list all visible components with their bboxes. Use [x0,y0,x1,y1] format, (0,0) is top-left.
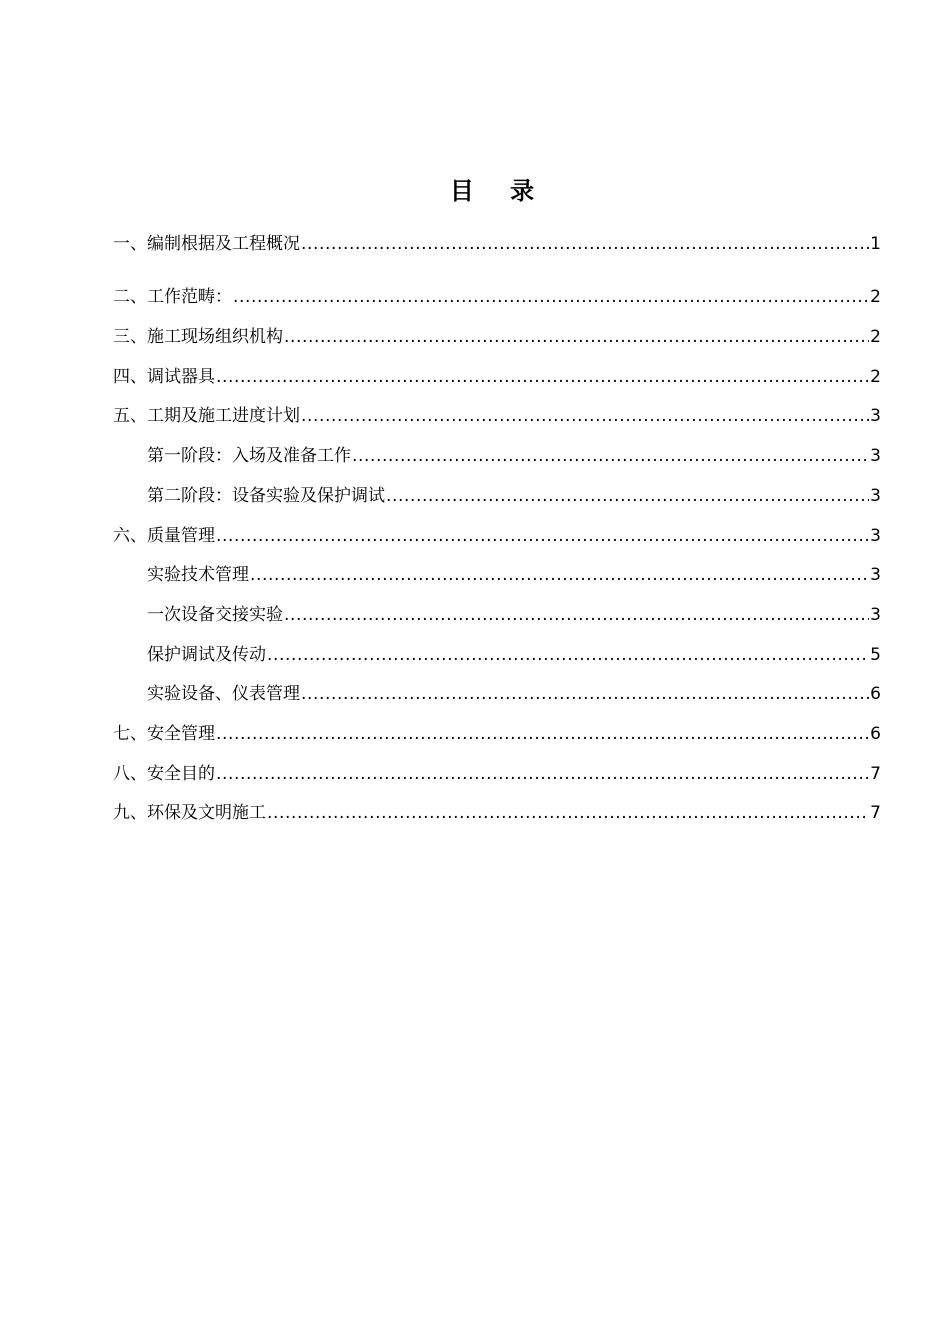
toc-entry-page: 6 [870,724,881,744]
toc-entry-page: 3 [870,565,881,585]
toc-entry-page: 2 [870,287,881,307]
toc-entry[interactable] [147,602,881,628]
toc-entry-label: 第二阶段：设备实验及保护调试 [147,486,385,506]
toc-entry-label: 八、安全目的 [113,764,215,784]
toc-leader-dots [216,523,869,549]
toc-entry-page: 1 [870,234,881,254]
toc-entry-label: 七、安全管理 [113,724,215,744]
toc-entry-page: 2 [870,367,881,387]
toc-leader-dots [250,562,869,588]
toc-entry-label: 保护调试及传动 [147,645,266,665]
toc-leader-dots [352,443,869,469]
toc-entry[interactable] [113,800,881,826]
toc-entry[interactable] [113,761,881,787]
toc-entry-page: 2 [870,327,881,347]
toc-leader-dots [301,681,869,707]
toc-leader-dots [301,231,869,257]
toc-entry-label: 六、质量管理 [113,526,215,546]
toc-entry-page: 3 [870,526,881,546]
toc-entry-label: 实验技术管理 [147,565,249,585]
toc-entry-page: 6 [870,684,881,704]
toc-leader-dots [233,284,869,310]
toc-entry[interactable] [147,443,881,469]
toc-entry-label: 三、施工现场组织机构 [113,327,283,347]
toc-leader-dots [216,721,869,747]
toc-entry-label: 五、工期及施工进度计划 [113,406,300,426]
toc-entry-label: 四、调试器具 [113,367,215,387]
toc-leader-dots [216,761,869,787]
toc-entry-page: 5 [870,645,881,665]
toc-entry[interactable] [113,403,881,429]
toc-entry-label: 一次设备交接实验 [147,605,283,625]
toc-leader-dots [284,602,869,628]
toc-entry[interactable] [147,681,881,707]
toc-entry-label: 实验设备、仪表管理 [147,684,300,704]
toc-entry-page: 3 [870,446,881,466]
toc-leader-dots [267,642,869,668]
toc-entry-page: 7 [870,764,881,784]
page-title: 目 录 [449,177,549,205]
toc-entry[interactable] [113,284,881,310]
toc-entry[interactable] [147,642,881,668]
toc-entry[interactable] [113,721,881,747]
toc-leader-dots [267,800,869,826]
toc-entry-label: 一、编制根据及工程概况 [113,234,300,254]
toc-leader-dots [284,324,869,350]
toc-entry-label: 二、工作范畴： [113,287,232,307]
toc-entry[interactable] [147,562,881,588]
toc-leader-dots [386,483,869,509]
toc-entry-page: 7 [870,803,881,823]
toc-leader-dots [301,403,869,429]
toc-entry[interactable] [147,483,881,509]
toc-entry-page: 3 [870,605,881,625]
toc-leader-dots [216,364,869,390]
toc-entry-page: 3 [870,486,881,506]
toc-entry[interactable] [113,324,881,350]
toc-entry[interactable] [113,364,881,390]
toc-entry-page: 3 [870,406,881,426]
toc-entry-label: 九、环保及文明施工 [113,803,266,823]
toc-entry[interactable] [113,523,881,549]
toc-entry[interactable] [113,231,881,257]
toc-entry-label: 第一阶段：入场及准备工作 [147,446,351,466]
